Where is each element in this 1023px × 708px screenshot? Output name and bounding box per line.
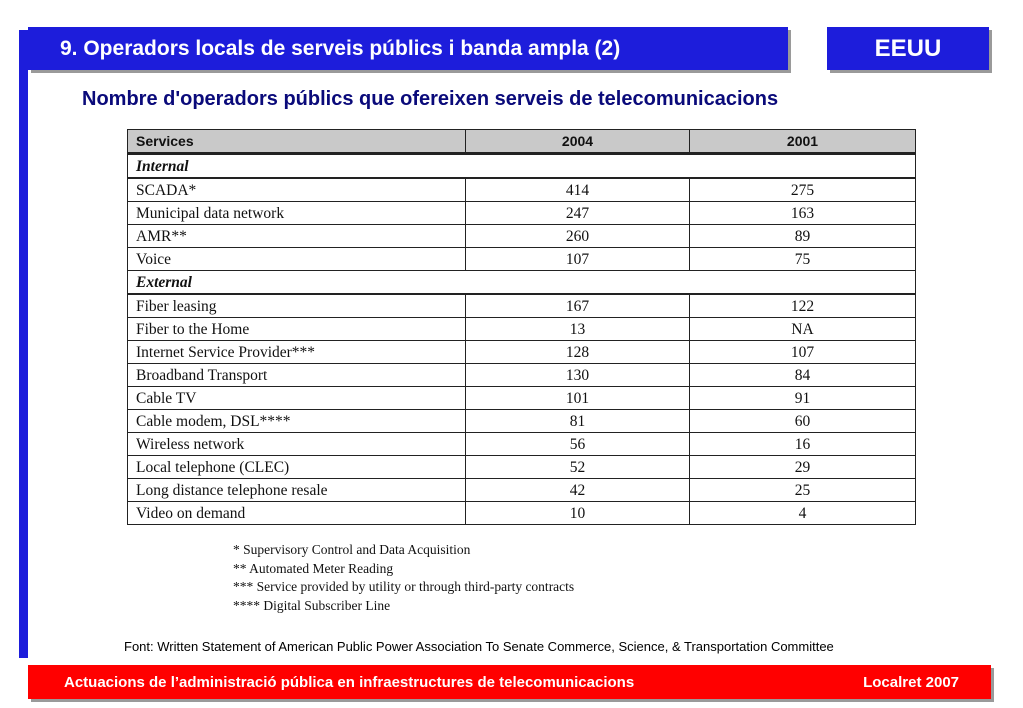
service-cell: Local telephone (CLEC)	[128, 456, 466, 479]
service-cell: Fiber leasing	[128, 294, 466, 318]
value-2001-cell: 4	[690, 502, 916, 525]
service-cell: Cable TV	[128, 387, 466, 410]
value-2001-cell: 16	[690, 433, 916, 456]
table-subtitle: Nombre d'operadors públics que ofereixen serveis de telecomunicacions	[82, 88, 779, 110]
table-row	[128, 387, 916, 410]
section-row	[128, 154, 916, 179]
value-2001-cell: 60	[690, 410, 916, 433]
slide-title-bar	[28, 27, 788, 70]
value-2001-cell: 163	[690, 202, 916, 225]
value-2004-cell: 167	[466, 294, 690, 318]
footnote: * Supervisory Control and Data Acquisition	[233, 542, 471, 557]
value-2001-cell: 84	[690, 364, 916, 387]
value-2004-cell: 414	[466, 178, 690, 202]
left-accent-bar	[19, 30, 28, 658]
footnotes	[233, 541, 574, 615]
footer-bar	[28, 665, 991, 699]
service-cell: Wireless network	[128, 433, 466, 456]
value-2001-cell: NA	[690, 318, 916, 341]
table-row	[128, 456, 916, 479]
value-2001-cell: 89	[690, 225, 916, 248]
value-2004-cell: 81	[466, 410, 690, 433]
service-cell: Fiber to the Home	[128, 318, 466, 341]
footer-left-text: Actuacions de l’administració pública en infraestructures de telecomunicacions	[64, 673, 635, 691]
footnote: **** Digital Subscriber Line	[233, 597, 391, 613]
value-2001-cell: 29	[690, 456, 916, 479]
table-row	[128, 294, 916, 318]
value-2004-cell: 247	[466, 202, 690, 225]
service-cell: SCADA*	[128, 178, 466, 202]
value-2001-cell: 275	[690, 178, 916, 202]
value-2004-cell: 107	[466, 248, 690, 271]
country-label: EEUU	[874, 34, 942, 62]
table-row	[128, 479, 916, 502]
service-cell: Internet Service Provider***	[128, 341, 466, 364]
table-row	[128, 318, 916, 341]
header-2004: 2004	[466, 130, 690, 154]
service-cell: Video on demand	[128, 502, 466, 525]
value-2004-cell: 101	[466, 387, 690, 410]
header-services: Services	[128, 130, 466, 154]
table-row	[128, 248, 916, 271]
service-cell: AMR**	[128, 225, 466, 248]
table-row	[128, 202, 916, 225]
table-row	[128, 225, 916, 248]
value-2001-cell: 91	[690, 387, 916, 410]
footnote: *** Service provided by utility or through third-party contracts	[233, 579, 575, 594]
slide-title: 9. Operadors locals de serveis públics i banda ampla (2)	[60, 36, 621, 60]
value-2004-cell: 52	[466, 456, 690, 479]
value-2001-cell: 75	[690, 248, 916, 271]
section-label: Internal	[128, 154, 916, 179]
value-2004-cell: 56	[466, 433, 690, 456]
table-row	[128, 364, 916, 387]
service-cell: Broadband Transport	[128, 364, 466, 387]
value-2001-cell: 107	[690, 341, 916, 364]
table-body	[128, 154, 916, 525]
header-2001: 2001	[690, 130, 916, 154]
value-2001-cell: 122	[690, 294, 916, 318]
section-row	[128, 271, 916, 295]
source-citation: Font: Written Statement of American Public Power Association To Senate Commerce, Science, & Transportation Committee	[124, 639, 834, 654]
footnote: ** Automated Meter Reading	[233, 560, 394, 576]
service-cell: Municipal data network	[128, 202, 466, 225]
table-header-row	[128, 130, 916, 154]
service-cell: Voice	[128, 248, 466, 271]
footer-right-text: Localret 2007	[863, 673, 959, 691]
table-row	[128, 433, 916, 456]
value-2004-cell: 260	[466, 225, 690, 248]
value-2004-cell: 128	[466, 341, 690, 364]
table-row	[128, 502, 916, 525]
service-cell: Long distance telephone resale	[128, 479, 466, 502]
table-row	[128, 410, 916, 433]
value-2001-cell: 25	[690, 479, 916, 502]
country-badge	[827, 27, 989, 70]
table-row	[128, 178, 916, 202]
value-2004-cell: 42	[466, 479, 690, 502]
section-label: External	[128, 271, 916, 295]
service-cell: Cable modem, DSL****	[128, 410, 466, 433]
table-row	[128, 341, 916, 364]
value-2004-cell: 10	[466, 502, 690, 525]
services-table	[127, 129, 916, 525]
value-2004-cell: 130	[466, 364, 690, 387]
value-2004-cell: 13	[466, 318, 690, 341]
